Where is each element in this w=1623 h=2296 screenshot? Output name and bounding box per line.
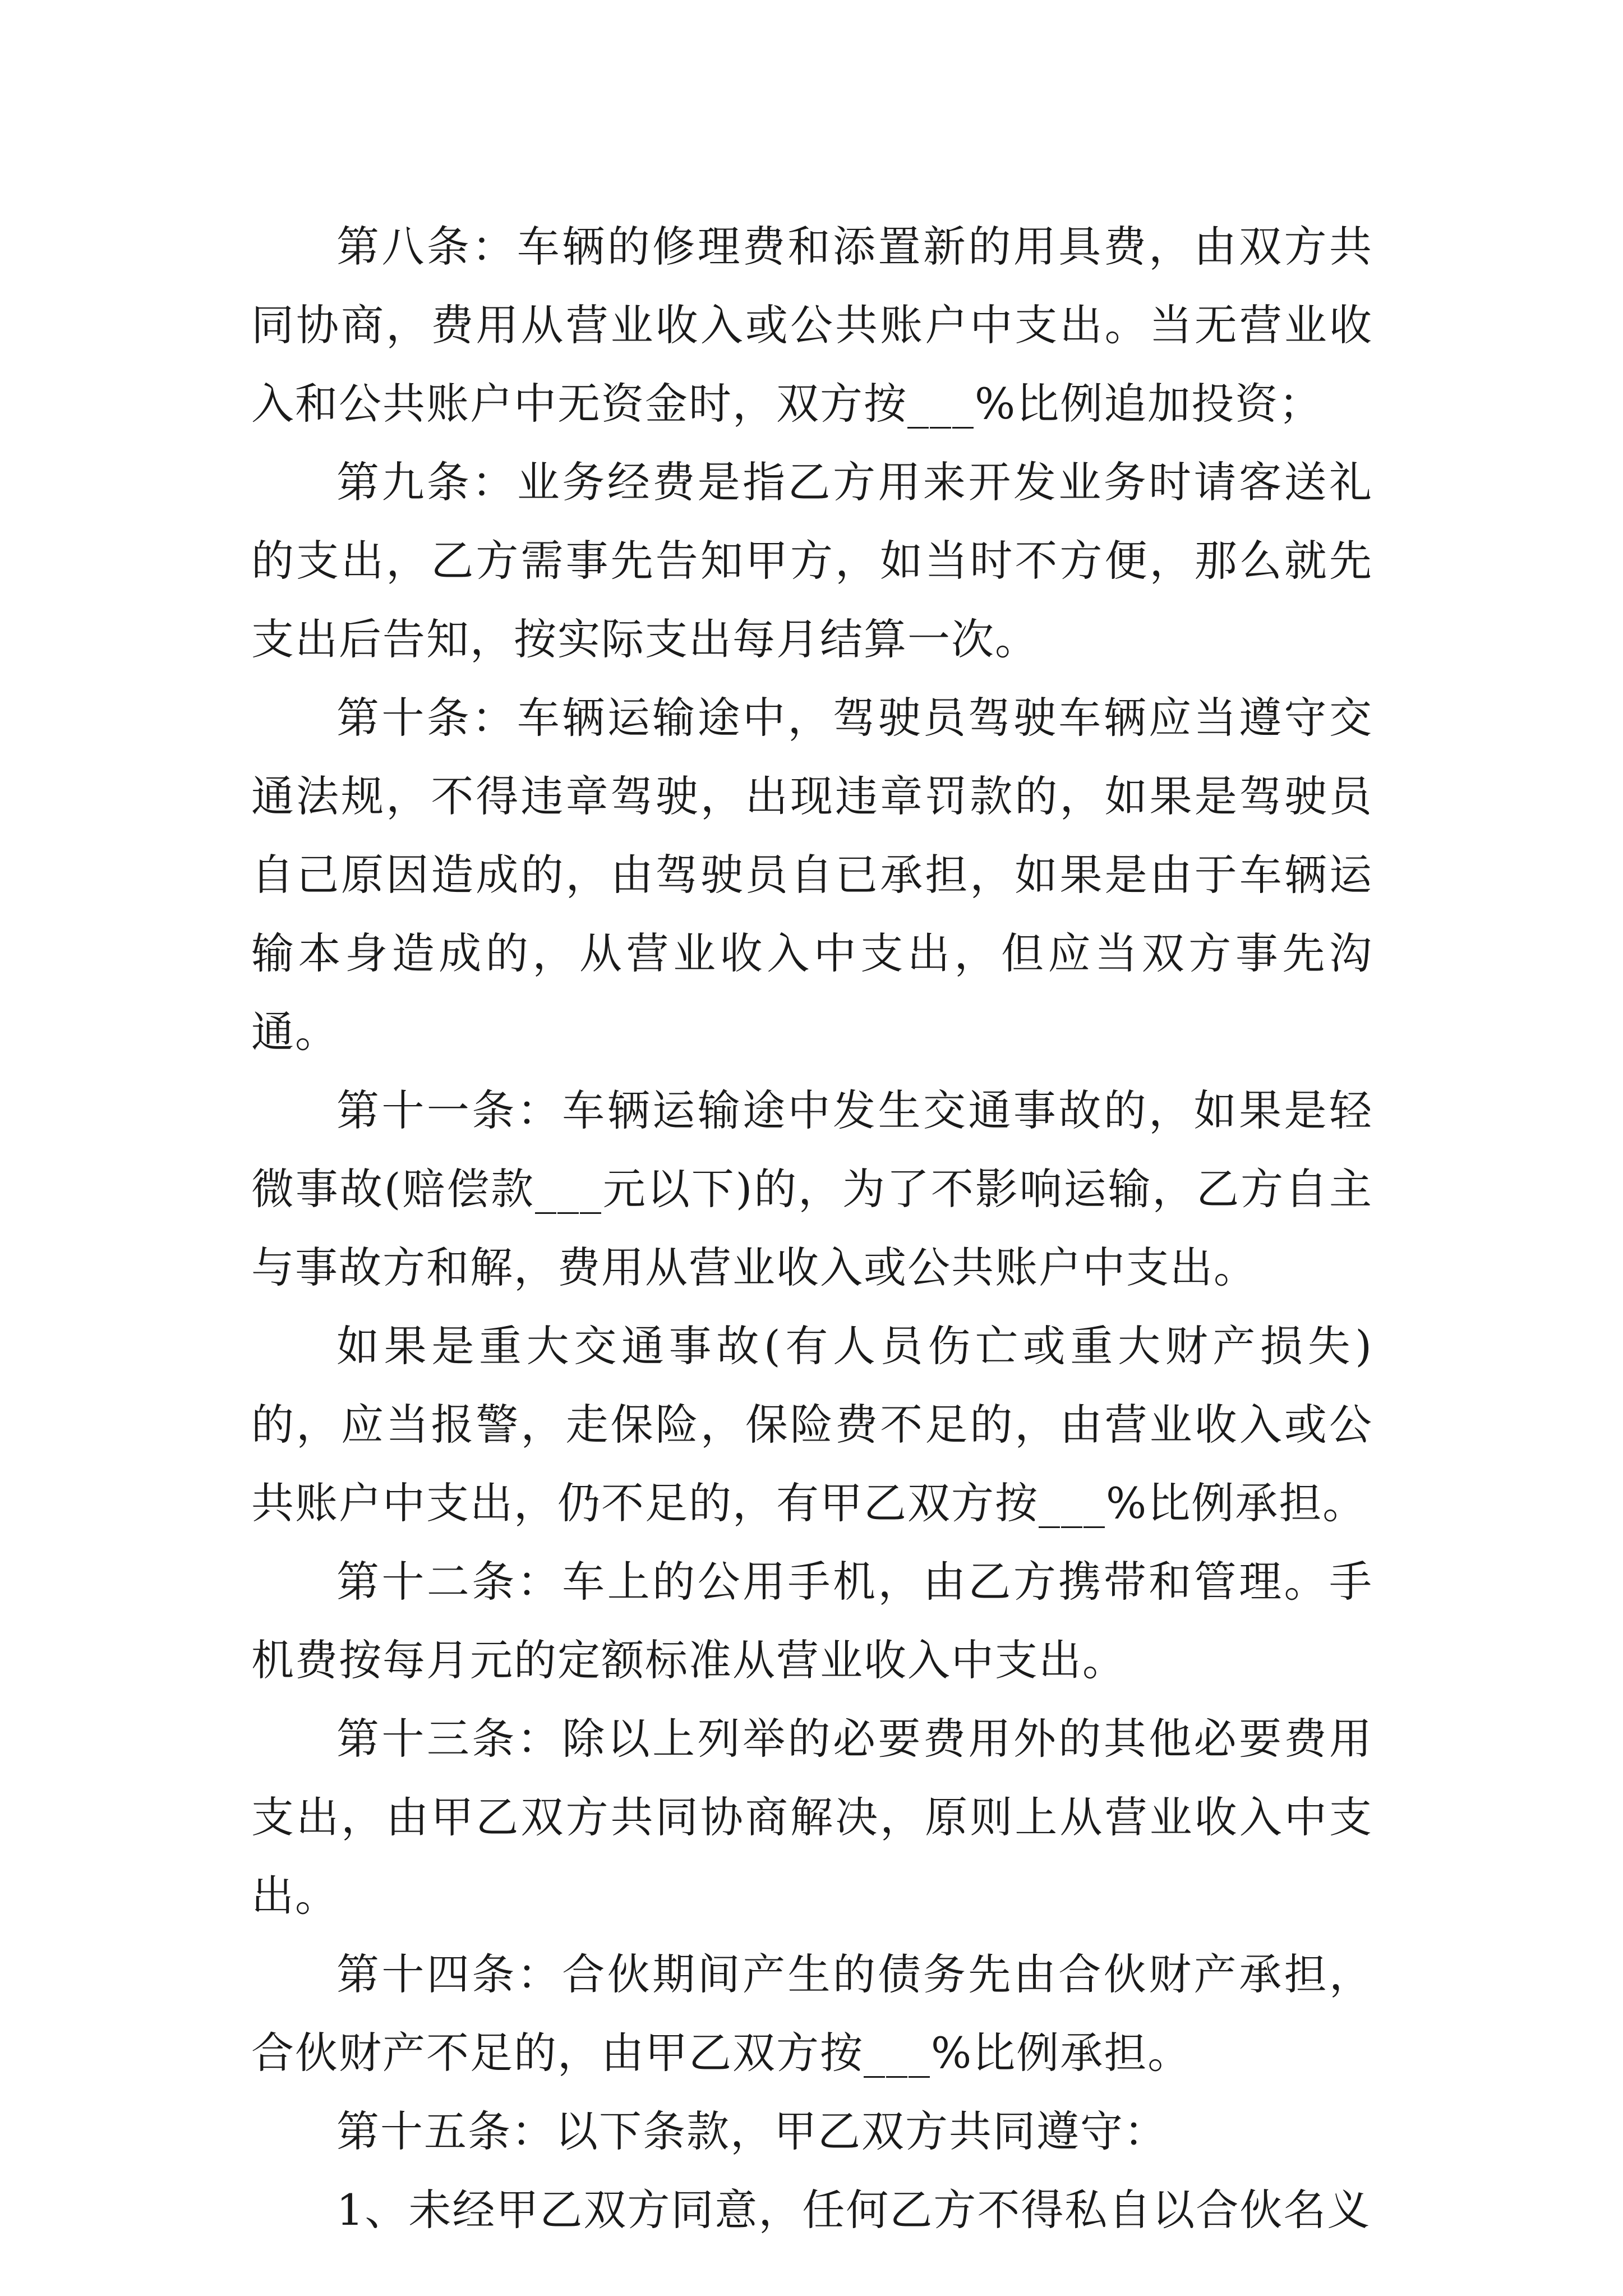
paragraph-article-14: 第十四条：合伙期间产生的债务先由合伙财产承担，合伙财产不足的，由甲乙双方按___%比例承担。 — [251, 1949, 1373, 2078]
paragraph-article-8: 第八条：车辆的修理费和添置新的用具费，由双方共同协商，费用从营业收入或公共账户中支出。当无营业收入和公共账户中无资金时，双方按___%比例追加投资； — [251, 222, 1373, 429]
paragraph-article-11: 第十一条：车辆运输途中发生交通事故的，如果是轻微事故(赔偿款___元以下)的，为了不影响运输，乙方自主与事故方和解，费用从营业收入或公共账户中支出。 — [251, 1085, 1373, 1292]
document-body — [251, 208, 1373, 2249]
paragraph-article-13: 第十三条：除以上列举的必要费用外的其他必要费用支出，由甲乙双方共同协商解决，原则上从营业收入中支出。 — [251, 1714, 1373, 1921]
paragraph-article-12: 第十二条：车上的公用手机，由乙方携带和管理。手机费按每月元的定额标准从营业收入中支出。 — [251, 1557, 1373, 1685]
paragraph-clause-1: 1、未经甲乙双方同意，任何乙方不得私自以合伙名义 — [336, 2185, 1371, 2235]
paragraph-article-15: 第十五条：以下条款，甲乙双方共同遵守： — [336, 2106, 1168, 2156]
paragraph-article-9: 第九条：业务经费是指乙方用来开发业务时请客送礼的支出，乙方需事先告知甲方，如当时不方便，那么就先支出后告知，按实际支出每月结算一次。 — [251, 457, 1373, 664]
paragraph-major-accident: 如果是重大交通事故(有人员伤亡或重大财产损失)的，应当报警，走保险，保险费不足的，由营业收入或公共账户中支出，仍不足的，有甲乙双方按___%比例承担。 — [251, 1321, 1373, 1528]
paragraph-article-10: 第十条：车辆运输途中，驾驶员驾驶车辆应当遵守交通法规，不得违章驾驶，出现违章罚款的，如果是驾驶员自己原因造成的，由驾驶员自已承担，如果是由于车辆运输本身造成的，从营业收入中支出，但应当双方事先沟通。 — [251, 693, 1373, 1057]
